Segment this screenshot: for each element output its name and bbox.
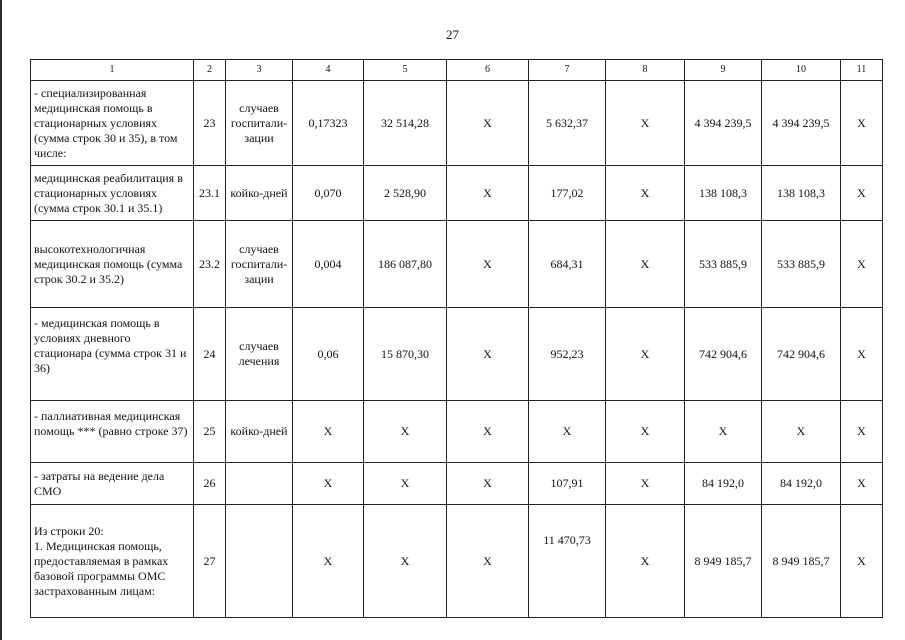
row-description-cell: - специализированная медицинская помощь в стационарных условиях (сумма строк 30 и 35), в том числе: (31, 81, 194, 166)
row-col8-cell: Х (606, 221, 685, 308)
row-description-cell: Из строки 20: 1. Медицинская помощь, предоставляемая в рамках базовой программы ОМС застрахованным лицам: (31, 505, 194, 618)
row-description-cell: - медицинская помощь в условиях дневного стационара (сумма строк 31 и 36) (31, 308, 194, 401)
row-col9-cell: 4 394 239,5 (685, 81, 762, 166)
row-col6-cell: Х (447, 166, 529, 221)
row-col6-cell: Х (447, 308, 529, 401)
row-code-cell: 26 (194, 463, 226, 505)
row-unit-cell: койко-дней (226, 401, 293, 463)
row-col8-cell: Х (606, 401, 685, 463)
row-code-cell: 23.2 (194, 221, 226, 308)
row-col10-cell: 533 885,9 (762, 221, 841, 308)
table-row (31, 166, 883, 221)
row-col11-cell: Х (841, 463, 883, 505)
row-description-cell: медицинская реабилитация в стационарных условиях (сумма строк 30.1 и 35.1) (31, 166, 194, 221)
table-body (31, 60, 883, 618)
row-col7-cell: 107,91 (529, 463, 606, 505)
row-col4-cell: 0,06 (293, 308, 364, 401)
header-cell: 9 (685, 60, 762, 81)
row-col10-cell: 138 108,3 (762, 166, 841, 221)
table-row (31, 221, 883, 308)
page-number: 27 (446, 27, 459, 42)
row-col6-cell: Х (447, 221, 529, 308)
row-col9-cell: 84 192,0 (685, 463, 762, 505)
row-col7-cell: 177,02 (529, 166, 606, 221)
row-code-cell: 25 (194, 401, 226, 463)
row-col8-cell: Х (606, 308, 685, 401)
table-row (31, 463, 883, 505)
row-col10-cell: 8 949 185,7 (762, 505, 841, 618)
row-col11-cell: Х (841, 81, 883, 166)
data-table (30, 59, 883, 618)
row-col9-cell: Х (685, 401, 762, 463)
header-cell: 1 (31, 60, 194, 81)
row-code-cell: 23 (194, 81, 226, 166)
row-code-cell: 23.1 (194, 166, 226, 221)
row-col7-cell: 684,31 (529, 221, 606, 308)
row-col6-cell: Х (447, 463, 529, 505)
row-col8-cell: Х (606, 81, 685, 166)
row-col5-cell: Х (364, 463, 447, 505)
row-col7-cell: 952,23 (529, 308, 606, 401)
header-cell: 3 (226, 60, 293, 81)
row-unit-cell: случаев госпитали-зации (226, 221, 293, 308)
row-col8-cell: Х (606, 463, 685, 505)
row-col9-cell: 138 108,3 (685, 166, 762, 221)
row-unit-cell (226, 463, 293, 505)
row-col9-cell: 8 949 185,7 (685, 505, 762, 618)
row-col11-cell: Х (841, 221, 883, 308)
row-col10-cell: 4 394 239,5 (762, 81, 841, 166)
row-col5-cell: 2 528,90 (364, 166, 447, 221)
header-cell: 7 (529, 60, 606, 81)
row-col5-cell: Х (364, 505, 447, 618)
row-col8-cell: Х (606, 505, 685, 618)
row-col4-cell: Х (293, 505, 364, 618)
row-code-cell: 27 (194, 505, 226, 618)
row-col10-cell: 742 904,6 (762, 308, 841, 401)
header-row (31, 60, 883, 81)
row-col6-cell: Х (447, 505, 529, 618)
table-row (31, 505, 883, 618)
row-col9-cell: 742 904,6 (685, 308, 762, 401)
header-cell: 8 (606, 60, 685, 81)
row-col11-cell: Х (841, 308, 883, 401)
row-unit-cell: койко-дней (226, 166, 293, 221)
row-col6-cell: Х (447, 401, 529, 463)
header-cell: 2 (194, 60, 226, 81)
table-row (31, 401, 883, 463)
row-col11-cell: Х (841, 166, 883, 221)
row-col4-cell: Х (293, 463, 364, 505)
row-col7-cell: Х (529, 401, 606, 463)
row-unit-cell: случаев лечения (226, 308, 293, 401)
row-unit-cell (226, 505, 293, 618)
row-unit-cell: случаев госпитали-зации (226, 81, 293, 166)
row-col4-cell: 0,004 (293, 221, 364, 308)
row-description-cell: высокотехнологичная медицинская помощь (сумма строк 30.2 и 35.2) (31, 221, 194, 308)
row-col5-cell: Х (364, 401, 447, 463)
row-description-cell: - затраты на ведение дела СМО (31, 463, 194, 505)
header-cell: 4 (293, 60, 364, 81)
row-col7-cell: 5 632,37 (529, 81, 606, 166)
row-col8-cell: Х (606, 166, 685, 221)
row-col9-cell: 533 885,9 (685, 221, 762, 308)
row-description-cell: - паллиативная медицинская помощь *** (равно строке 37) (31, 401, 194, 463)
header-cell: 10 (762, 60, 841, 81)
table-row (31, 81, 883, 166)
row-col5-cell: 15 870,30 (364, 308, 447, 401)
table-row (31, 308, 883, 401)
row-col5-cell: 186 087,80 (364, 221, 447, 308)
row-col4-cell: Х (293, 401, 364, 463)
row-code-cell: 24 (194, 308, 226, 401)
row-col10-cell: Х (762, 401, 841, 463)
row-col7-cell: 11 470,73 (529, 505, 606, 618)
row-col5-cell: 32 514,28 (364, 81, 447, 166)
row-col10-cell: 84 192,0 (762, 463, 841, 505)
row-col4-cell: 0,070 (293, 166, 364, 221)
row-col6-cell: Х (447, 81, 529, 166)
page-left-edge (0, 0, 2, 640)
row-col11-cell: Х (841, 401, 883, 463)
header-cell: 6 (447, 60, 529, 81)
row-col11-cell: Х (841, 505, 883, 618)
row-col4-cell: 0,17323 (293, 81, 364, 166)
header-cell: 11 (841, 60, 883, 81)
header-cell: 5 (364, 60, 447, 81)
